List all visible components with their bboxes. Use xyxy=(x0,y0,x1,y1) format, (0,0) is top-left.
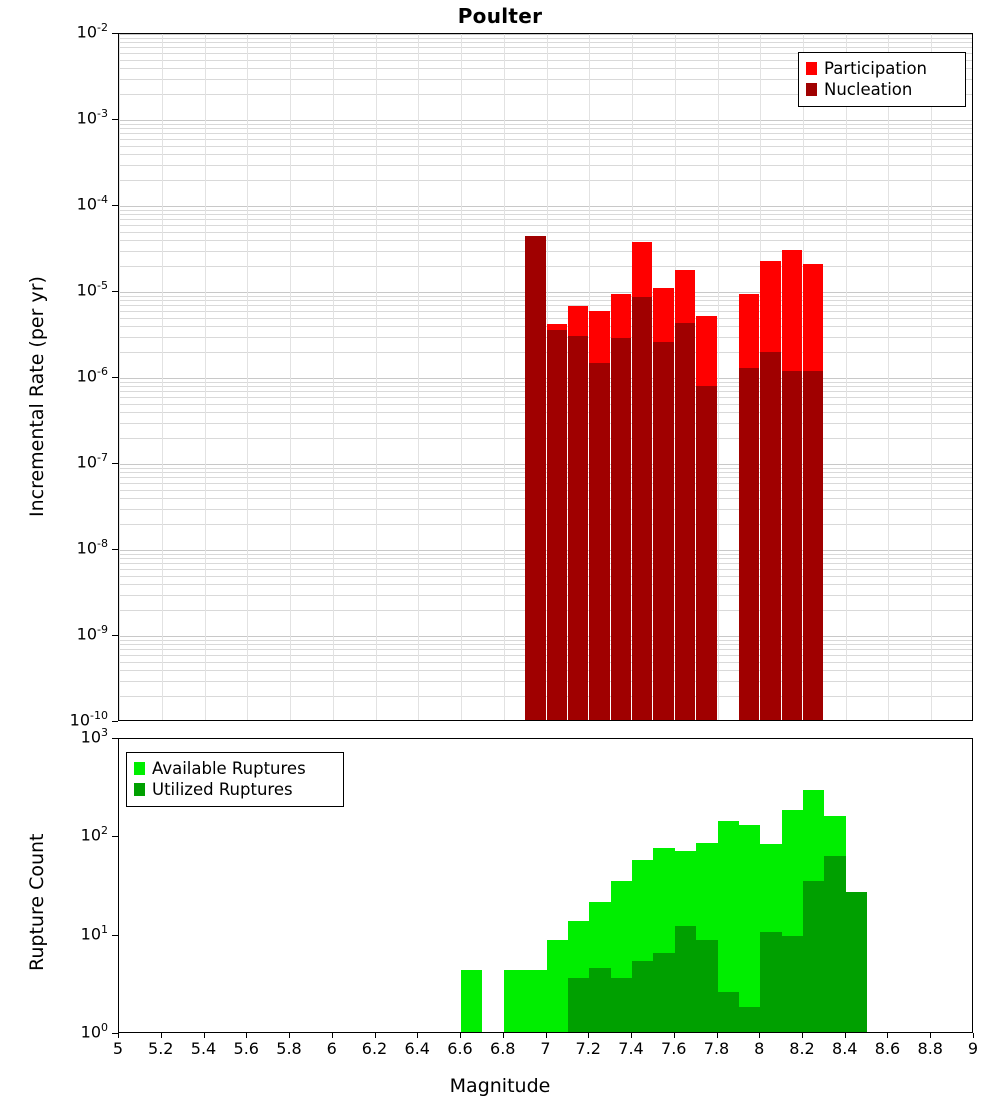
bar-nucleation xyxy=(568,336,588,721)
gridline xyxy=(247,34,248,720)
gridline xyxy=(846,34,847,720)
x-tick-mark xyxy=(332,1033,333,1038)
bar-available-ruptures xyxy=(504,970,525,1033)
x-tick-mark xyxy=(246,1033,247,1038)
legend-swatch xyxy=(134,762,145,775)
y-tick-mark xyxy=(112,738,118,739)
x-tick-mark xyxy=(717,1033,718,1038)
y-tick-mark xyxy=(112,463,118,464)
y-tick-label: $10^{-3}$ xyxy=(76,107,108,128)
bar-utilized-ruptures xyxy=(568,978,589,1033)
x-tick-mark xyxy=(759,1033,760,1038)
gridline xyxy=(290,34,291,720)
bar-available-ruptures xyxy=(461,970,482,1033)
bar-utilized-ruptures xyxy=(632,961,653,1033)
x-tick-mark xyxy=(161,1033,162,1038)
x-tick-mark xyxy=(204,1033,205,1038)
x-tick-label: 8.6 xyxy=(874,1039,901,1058)
x-tick-label: 8 xyxy=(754,1039,765,1058)
y-tick-label: $10^{-10}$ xyxy=(69,709,108,730)
bar-nucleation xyxy=(653,342,673,721)
x-axis-label: Magnitude xyxy=(449,1075,551,1097)
legend-rupture-count xyxy=(126,752,344,807)
bar-nucleation xyxy=(675,323,695,721)
bar-utilized-ruptures xyxy=(696,940,717,1033)
y-tick-mark xyxy=(112,635,118,636)
legend-label: Participation xyxy=(824,59,928,78)
legend-label: Nucleation xyxy=(824,80,913,99)
x-tick-mark xyxy=(802,1033,803,1038)
bar-nucleation xyxy=(547,330,567,721)
y-tick-label: $10^{-7}$ xyxy=(76,451,108,472)
gridline xyxy=(461,34,462,720)
bar-available-ruptures xyxy=(547,940,568,1033)
y-tick-label: $10^3$ xyxy=(80,726,108,747)
bar-nucleation xyxy=(760,352,780,721)
x-tick-label: 5.4 xyxy=(190,1039,217,1058)
y-tick-mark xyxy=(112,721,118,722)
y-tick-mark xyxy=(112,377,118,378)
x-tick-label: 9 xyxy=(967,1039,979,1058)
x-tick-mark xyxy=(417,1033,418,1038)
gridline xyxy=(205,34,206,720)
legend-item xyxy=(806,58,958,79)
bar-nucleation xyxy=(782,371,802,721)
y-tick-label: $10^{-8}$ xyxy=(76,537,108,558)
y-tick-label: $10^2$ xyxy=(80,824,108,845)
x-tick-mark xyxy=(460,1033,461,1038)
x-tick-label: 5 xyxy=(112,1039,124,1058)
x-tick-label: 8.8 xyxy=(917,1039,943,1058)
bar-utilized-ruptures xyxy=(846,892,867,1033)
legend-swatch xyxy=(806,62,817,75)
x-tick-label: 5.6 xyxy=(233,1039,259,1058)
y-tick-label: $10^{-5}$ xyxy=(76,279,108,300)
bar-utilized-ruptures xyxy=(824,856,845,1033)
y-tick-label: $10^{-9}$ xyxy=(76,623,108,644)
x-tick-mark xyxy=(118,1033,119,1038)
legend-item xyxy=(134,779,336,800)
legend-label: Utilized Ruptures xyxy=(152,780,293,799)
bar-utilized-ruptures xyxy=(675,926,696,1033)
bar-nucleation xyxy=(739,368,759,721)
x-tick-label: 7.6 xyxy=(661,1039,687,1058)
y-tick-label: $10^{-4}$ xyxy=(76,193,108,214)
bar-utilized-ruptures xyxy=(739,1007,760,1033)
x-tick-mark xyxy=(930,1033,931,1038)
gridline xyxy=(418,34,419,720)
bar-nucleation xyxy=(696,386,716,721)
y-tick-mark xyxy=(112,836,118,837)
bar-nucleation xyxy=(525,236,545,721)
bar-utilized-ruptures xyxy=(803,881,824,1033)
x-tick-label: 6.2 xyxy=(361,1039,388,1058)
gridline xyxy=(931,34,932,720)
x-tick-label: 7.2 xyxy=(575,1039,601,1058)
legend-label: Available Ruptures xyxy=(152,759,306,778)
page-title: Poulter xyxy=(457,4,543,28)
y-tick-label: $10^1$ xyxy=(80,922,108,943)
bar-nucleation xyxy=(632,297,652,721)
x-tick-mark xyxy=(674,1033,675,1038)
x-tick-mark xyxy=(289,1033,290,1038)
bar-available-ruptures xyxy=(525,970,546,1033)
x-tick-label: 5.8 xyxy=(276,1039,302,1058)
x-tick-label: 7 xyxy=(540,1039,551,1058)
y-axis-label-bottom: Rupture Count xyxy=(26,833,48,971)
y-tick-mark xyxy=(112,935,118,936)
gridline xyxy=(888,34,889,720)
bar-available-ruptures xyxy=(739,825,760,1033)
y-tick-mark xyxy=(112,291,118,292)
x-tick-label: 6 xyxy=(326,1039,337,1058)
legend-item xyxy=(806,79,958,100)
x-tick-label: 6.6 xyxy=(447,1039,473,1058)
x-tick-label: 6.8 xyxy=(490,1039,516,1058)
y-tick-label: $10^{-2}$ xyxy=(76,21,108,42)
x-tick-mark xyxy=(973,1033,974,1038)
x-tick-label: 5.2 xyxy=(148,1039,174,1058)
x-tick-mark xyxy=(631,1033,632,1038)
legend-item xyxy=(134,758,336,779)
bar-utilized-ruptures xyxy=(760,932,781,1033)
y-tick-mark xyxy=(112,549,118,550)
y-tick-label: $10^0$ xyxy=(80,1021,108,1042)
bar-nucleation xyxy=(611,338,631,721)
legend-swatch xyxy=(806,83,817,96)
bar-nucleation xyxy=(589,363,609,721)
gridline xyxy=(119,34,120,720)
gridline xyxy=(718,34,719,720)
bar-utilized-ruptures xyxy=(589,968,610,1033)
x-tick-label: 7.8 xyxy=(703,1039,730,1058)
x-tick-mark xyxy=(845,1033,846,1038)
y-tick-mark xyxy=(112,33,118,34)
x-tick-mark xyxy=(375,1033,376,1038)
y-tick-mark xyxy=(112,205,118,206)
bar-utilized-ruptures xyxy=(653,953,674,1033)
legend-swatch xyxy=(134,783,145,796)
x-tick-label: 7.4 xyxy=(618,1039,644,1058)
incremental-rate-plot xyxy=(118,33,973,721)
gridline xyxy=(162,34,163,720)
legend-incremental-rate xyxy=(798,52,966,107)
x-tick-label: 8.4 xyxy=(832,1039,858,1058)
gridline xyxy=(376,34,377,720)
x-tick-mark xyxy=(887,1033,888,1038)
x-tick-mark xyxy=(503,1033,504,1038)
y-axis-label-top: Incremental Rate (per yr) xyxy=(26,276,48,517)
x-tick-label: 6.4 xyxy=(404,1039,430,1058)
x-tick-mark xyxy=(588,1033,589,1038)
bar-utilized-ruptures xyxy=(718,992,739,1033)
x-tick-label: 8.2 xyxy=(789,1039,815,1058)
x-tick-mark xyxy=(546,1033,547,1038)
gridline xyxy=(333,34,334,720)
bar-utilized-ruptures xyxy=(611,978,632,1033)
bar-utilized-ruptures xyxy=(782,936,803,1033)
gridline xyxy=(504,34,505,720)
bar-nucleation xyxy=(803,371,823,721)
y-tick-mark xyxy=(112,119,118,120)
y-tick-label: $10^{-6}$ xyxy=(76,365,108,386)
